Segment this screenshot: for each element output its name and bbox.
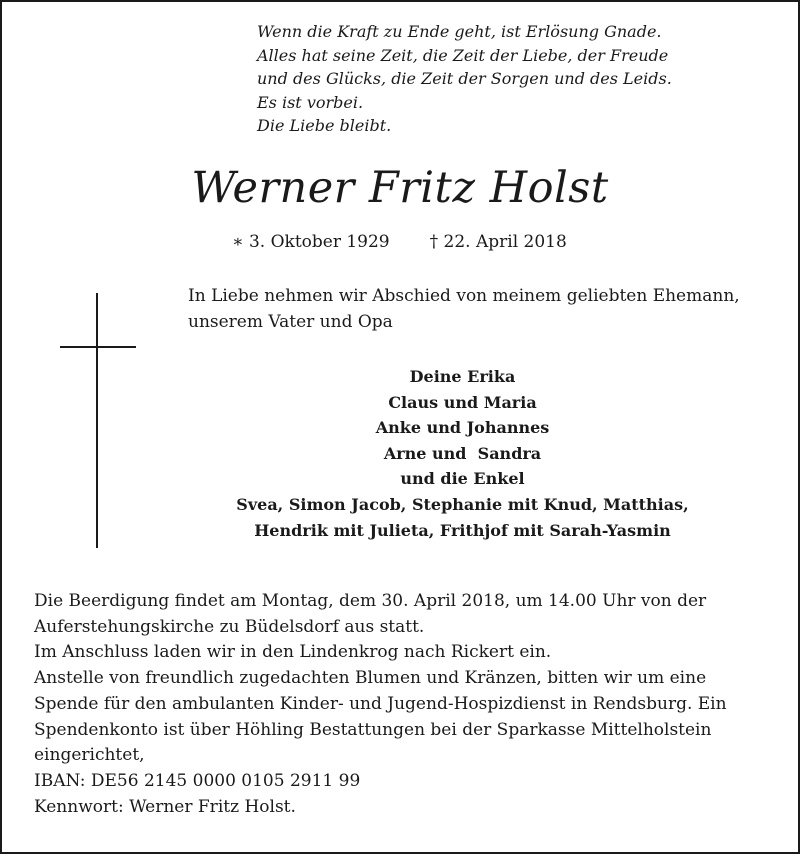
mourner-line: und die Enkel bbox=[400, 469, 525, 489]
info-line: Spendenkonto ist über Höhling Bestattungen bei der Sparkasse Mittelholstein bbox=[34, 719, 712, 740]
iban-line: IBAN: DE56 2145 0000 0105 2911 99 bbox=[34, 770, 361, 791]
poem-line: und des Glücks, die Zeit der Sorgen und des Leids. bbox=[257, 69, 672, 88]
mourners-list bbox=[160, 364, 765, 543]
poem-line: Wenn die Kraft zu Ende geht, ist Erlösung Gnade. bbox=[257, 22, 662, 41]
cross-icon bbox=[96, 293, 98, 548]
poem-line: Alles hat seine Zeit, die Zeit der Liebe, der Freude bbox=[257, 45, 669, 65]
mourner-line: Deine Erika bbox=[409, 367, 516, 386]
life-dates bbox=[232, 229, 567, 255]
info-line: Die Beerdigung findet am Montag, dem 30. April 2018, um 14.00 Uhr von der bbox=[34, 591, 707, 611]
farewell-intro bbox=[188, 283, 788, 335]
cross-icon-bar bbox=[60, 346, 136, 348]
mourner-line: Anke und Johannes bbox=[375, 418, 550, 438]
info-line: Spende für den ambulanten Kinder- und Jugend-Hospizdienst in Rendsburg. Ein bbox=[34, 693, 727, 714]
intro-line: unserem Vater und Opa bbox=[188, 312, 393, 332]
poem-line: Es ist vorbei. bbox=[257, 92, 364, 112]
info-line: eingerichtet, bbox=[34, 745, 145, 766]
birth-date: ∗ 3. Oktober 1929 bbox=[232, 232, 390, 252]
info-line: Auferstehungskirche zu Büdelsdorf aus statt. bbox=[34, 616, 425, 637]
death-date: † 22. April 2018 bbox=[429, 232, 567, 252]
funeral-info bbox=[34, 589, 784, 820]
mourner-line: Claus und Maria bbox=[388, 392, 537, 412]
mourner-line: Svea, Simon Jacob, Stephanie mit Knud, Matthias, bbox=[236, 494, 689, 514]
mourner-line: Arne und Sandra bbox=[383, 443, 542, 463]
intro-line: In Liebe nehmen wir Abschied von meinem geliebten Ehemann, bbox=[188, 286, 740, 306]
poem-line: Die Liebe bleibt. bbox=[257, 116, 392, 135]
mourner-line: Hendrik mit Julieta, Frithjof mit Sarah-Yasmin bbox=[254, 520, 671, 540]
keyword-line: Kennwort: Werner Fritz Holst. bbox=[34, 796, 296, 817]
info-line: Anstelle von freundlich zugedachten Blumen und Kränzen, bitten wir um eine bbox=[34, 668, 707, 689]
info-line: Im Anschluss laden wir in den Lindenkrog nach Rickert ein. bbox=[34, 642, 552, 663]
poem bbox=[257, 20, 727, 138]
deceased-name: Werner Fritz Holst bbox=[191, 163, 609, 213]
